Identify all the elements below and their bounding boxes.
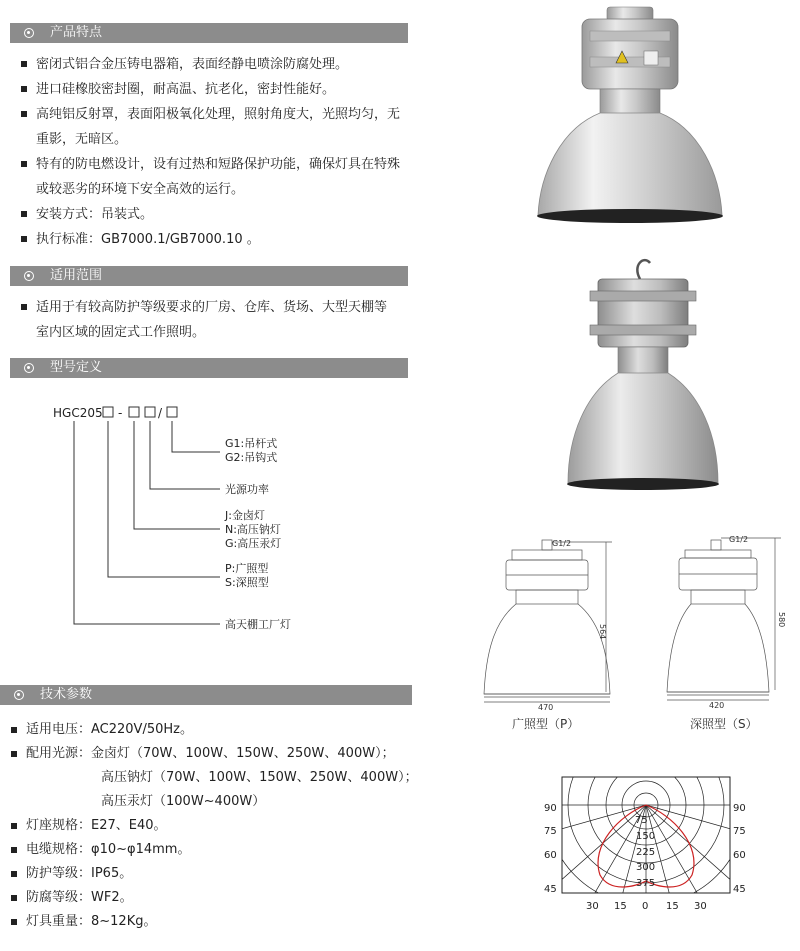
radial-label: 225 — [636, 847, 656, 858]
radial-label: 150 — [636, 831, 656, 842]
section-title: 技术参数 — [40, 687, 93, 702]
section-header-tech — [0, 685, 412, 705]
list-item: 密闭式铝合金压铸电器箱，表面经静电喷涂防腐处理。 — [20, 52, 420, 77]
model-label: G:高压汞灯 — [225, 537, 282, 550]
list-item: 或较恶劣的环境下安全高效的运行。 — [36, 182, 245, 197]
lamp-photo-deep — [558, 255, 728, 495]
list-item: 灯具重量：8~12Kg。 — [10, 910, 450, 934]
radial-label: 300 — [636, 862, 656, 873]
scope-list — [20, 295, 420, 345]
model-code: HGC205 — [53, 406, 103, 420]
list-item: 特有的防电燃设计，设有过热和短路保护功能，确保灯具在特殊 — [20, 152, 420, 177]
angle-label: 90 — [544, 803, 557, 814]
code-slash: / — [158, 406, 163, 420]
drawing-caption-deep: 深照型（S） — [690, 717, 758, 731]
bullet-circle-icon — [24, 28, 34, 38]
height-dimension: 564 — [598, 624, 607, 640]
list-item: 室内区域的固定式工作照明。 — [36, 325, 206, 340]
drawing-deep — [655, 530, 790, 710]
code-box — [129, 407, 139, 417]
model-label: J:金卤灯 — [225, 509, 265, 522]
bullet-circle-icon — [14, 690, 24, 700]
thread-label: G1/2 — [552, 539, 572, 548]
list-item: 重影，无暗区。 — [36, 132, 128, 147]
list-item: 灯座规格：E27、E40。 — [10, 814, 450, 838]
width-dimension: 470 — [538, 703, 554, 712]
bullet-circle-icon — [24, 363, 34, 373]
model-label: G1:吊杆式 — [225, 437, 278, 450]
list-item: 配用光源：金卤灯（70W、100W、150W、250W、400W）； — [10, 742, 450, 766]
lamp-photo-wide — [530, 5, 730, 227]
list-item: 高压钠灯（70W、100W、150W、250W、400W）； — [101, 770, 418, 785]
features-list — [20, 52, 420, 252]
list-item: 高压汞灯（100W~400W） — [101, 794, 266, 809]
code-dash: - — [118, 406, 123, 420]
angle-label: 60 — [733, 850, 746, 861]
bottom-label: 30 — [586, 901, 599, 912]
model-code-diagram — [0, 395, 420, 645]
height-dimension: 580 — [777, 612, 786, 628]
radial-label: 75 — [635, 815, 648, 826]
width-dimension: 420 — [709, 701, 725, 710]
bottom-label: 0 — [642, 901, 649, 912]
angle-label: 75 — [733, 826, 746, 837]
list-item: 防腐等级：WF2。 — [10, 886, 450, 910]
thread-label: G1/2 — [729, 535, 749, 544]
drawing-caption-wide: 广照型（P） — [512, 717, 580, 731]
list-item: 适用电压：AC220V/50Hz。 — [10, 718, 450, 742]
radial-label: 375 — [636, 878, 656, 889]
code-box — [167, 407, 177, 417]
bottom-label: 30 — [694, 901, 707, 912]
angle-label: 75 — [544, 826, 557, 837]
code-box — [145, 407, 155, 417]
list-item: 高纯铝反射罩，表面阳极氧化处理，照射角度大，光照均匀，无 — [20, 102, 420, 127]
code-box — [103, 407, 113, 417]
section-title: 产品特点 — [50, 25, 103, 40]
list-item: 适用于有较高防护等级要求的厂房、仓库、货场、大型天棚等 — [20, 295, 420, 320]
bullet-circle-icon — [24, 271, 34, 281]
list-item: 安装方式：吊装式。 — [20, 202, 420, 227]
section-title: 适用范围 — [50, 268, 103, 283]
model-label: S:深照型 — [225, 576, 269, 589]
angle-label: 60 — [544, 850, 557, 861]
model-label: 高天棚工厂灯 — [225, 618, 291, 631]
tech-list — [10, 718, 450, 934]
angle-label: 90 — [733, 803, 746, 814]
section-title: 型号定义 — [50, 360, 103, 375]
model-label: G2:吊钩式 — [225, 451, 278, 464]
angle-label: 45 — [544, 884, 557, 895]
section-header-model — [10, 358, 408, 378]
section-header-features — [10, 23, 408, 43]
model-label: 光源功率 — [225, 483, 269, 496]
leader-lines — [74, 421, 220, 624]
section-header-scope — [10, 266, 408, 286]
list-item: 防护等级：IP65。 — [10, 862, 450, 886]
bottom-label: 15 — [666, 901, 679, 912]
angle-label: 45 — [733, 884, 746, 895]
list-item: 执行标准：GB7000.1/GB7000.10 。 — [20, 227, 420, 252]
polar-distribution-chart — [530, 775, 760, 915]
model-label: P:广照型 — [225, 562, 269, 575]
drawing-wide — [476, 532, 626, 712]
bottom-label: 15 — [614, 901, 627, 912]
list-item: 电缆规格：φ10~φ14mm。 — [10, 838, 450, 862]
model-label: N:高压钠灯 — [225, 523, 281, 536]
list-item: 进口硅橡胶密封圈，耐高温、抗老化，密封性能好。 — [20, 77, 420, 102]
